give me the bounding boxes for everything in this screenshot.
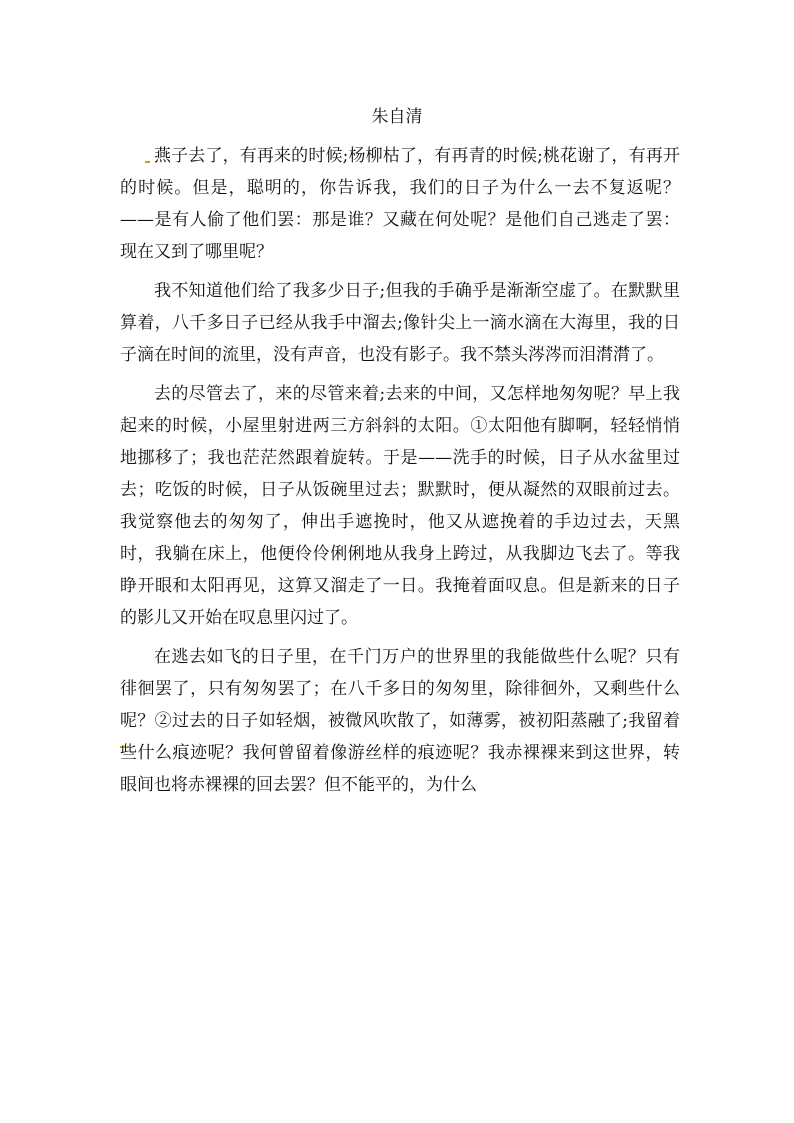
paragraph-1: 燕子去了，有再来的时候;杨柳枯了，有再青的时候;桃花谢了，有再开的时候。但是，聪明的，你告诉我，我们的日子为什么一去不复返呢？——是有人偷了他们罢：那是谁？又藏在何处呢？是他们自己逃走了罢：现在又到了哪里呢？	[120, 146, 680, 262]
paragraph-4: 在逃去如飞的日子里，在千门万户的世界里的我能做些什么呢？只有徘徊罢了，只有匆匆罢了；在八千多日的匆匆里，除徘徊外，又剩些什么呢？②过去的日子如轻烟，被微风吹散了，如薄雾，被初阳蒸融了;我留着些什么痕迹呢？我何曾留着像游丝样的痕迹呢？我赤裸裸来到这世界，转眼间也将赤裸裸的回去罢？但不能平的，为什么	[120, 647, 680, 795]
paragraph-3: 去的尽管去了，来的尽管来着;去来的中间，又怎样地匆匆呢？早上我起来的时候，小屋里射进两三方斜斜的太阳。①太阳他有脚啊，轻轻悄悄地挪移了；我也茫茫然跟着旋转。于是——洗手的时候，日子从水盆里过去；吃饭的时候，日子从饭碗里过去；默默时，便从凝然的双眼前过去。我觉察他去的匆匆了，伸出手遮挽时，他又从遮挽着的手边过去，天黑时，我躺在床上，他便伶伶俐俐地从我身上跨过，从我脚边飞去了。等我睁开眼和太阳再见，这算又溜走了一日。我掩着面叹息。但是新来的日子的影儿又开始在叹息里闪过了。	[120, 384, 680, 628]
essay-body	[120, 140, 680, 808]
paragraph-2: 我不知道他们给了我多少日子;但我的手确乎是渐渐空虚了。在默默里算着，八千多日子已经从我手中溜去;像针尖上一滴水滴在大海里，我的日子滴在时间的流里，没有声音，也没有影子。我不禁头涔涔而泪潸潸了。	[120, 281, 680, 365]
author-name: 朱自清	[371, 107, 423, 127]
